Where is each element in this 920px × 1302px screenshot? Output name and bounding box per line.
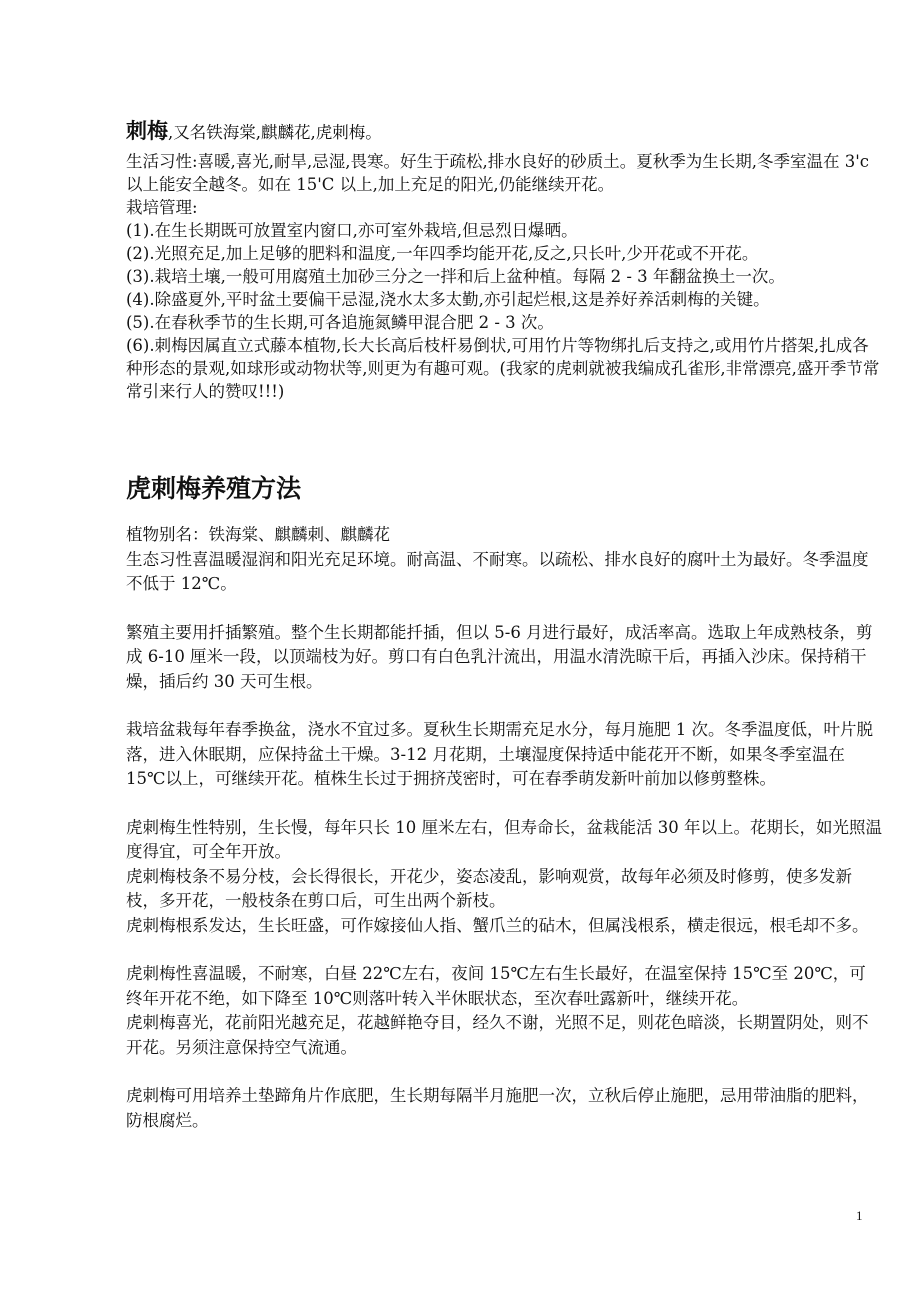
section-cimei-heading (126, 120, 882, 144)
paragraph-item-3: (3).栽培土壤,一般可用腐殖土加砂三分之一拌和后上盆种植。每隔 2 - 3 年翻盆换土一次。 (126, 267, 785, 286)
section2-paragraph: 虎刺梅根系发达，生长旺盛，可作嫁接仙人指、蟹爪兰的砧木，但属浅根系，横走很远，根毛却不多。 (126, 915, 869, 935)
section2-paragraph: 繁殖主要用扦插繁殖。整个生长期都能扦插，但以 5-6 月进行最好，成活率高。选取上年成熟枝条，剪成 6-10 厘米一段，以顶端枝为好。剪口有白色乳汁流出，用温水清洗晾干后，再插入沙床。保持稍干燥，插后约 30 天可生根。 (126, 622, 873, 691)
paragraph-habit: 生活习性:喜暖,喜光,耐旱,忌湿,畏寒。好生于疏松,排水良好的砂质土。夏秋季为生长期,冬季室温在 3'c 以上能安全越冬。如在 15'C 以上,加上充足的阳光,仍能继续开花。 (126, 152, 870, 194)
section2-paragraph: 植物别名：铁海棠、麒麟刺、麒麟花 (126, 525, 390, 544)
section2-paragraph: 虎刺梅可用培养土垫蹄角片作底肥，生长期每隔半月施肥一次，立秋后停止施肥，忌用带油脂的肥料，防根腐烂。 (126, 1086, 869, 1130)
paragraph-item-1: (1).在生长期既可放置室内窗口,亦可室外栽培,但忌烈日爆晒。 (126, 221, 578, 240)
document-content (126, 119, 882, 1130)
section2-paragraph: 生态习性喜温暖湿润和阳光充足环境。耐高温、不耐寒。以疏松、排水良好的腐叶土为最好。冬季温度不低于 12℃。 (126, 549, 869, 593)
section2-paragraph: 虎刺梅生性特别，生长慢，每年只长 10 厘米左右，但寿命长，盆栽能活 30 年以上。花期长，如光照温度得宜，可全年开放。 (126, 817, 882, 861)
paragraph-item-5: (5).在春秋季节的生长期,可各追施氮鳞甲混合肥 2 - 3 次。 (126, 313, 554, 332)
paragraph-cultivation-label: 栽培管理: (126, 198, 198, 217)
section2-paragraph: 栽培盆栽每年春季换盆，浇水不宜过多。夏秋生长期需充足水分，每月施肥 1 次。冬季温度低，叶片脱落，进入休眠期，应保持盆土干燥。3-12 月花期，土壤湿度保持适中能花开不断，如果冬季室温在 15℃以上，可继续开花。植株生长过于拥挤茂密时，可在春季萌发新叶前加以修剪整株。 (126, 720, 873, 788)
section-cimei-title: 刺梅 (126, 119, 168, 143)
section-hucimei-body (126, 523, 882, 1133)
section-hucimei-title: 虎刺梅养殖方法 (126, 474, 302, 503)
section-cimei-alias: ,又名铁海棠,麒麟花,虎刺梅。 (168, 123, 382, 142)
paragraph-item-6: (6).刺梅因属直立式藤本植物,长大长高后枝杆易倒状,可用竹片等物绑扎后支持之,或用竹片搭架,扎成各种形态的景观,如球形或动物状等,则更为有趣可观。(我家的虎刺就被我编成孔雀形,非常漂亮,盛开季节常常引来行人的赞叹!!!) (126, 336, 880, 401)
section2-paragraph: 虎刺梅喜光，花前阳光越充足，花越鲜艳夺目，经久不谢，光照不足，则花色暗淡，长期置阴处，则不开花。另须注意保持空气流通。 (126, 1013, 869, 1057)
section2-paragraph: 虎刺梅枝条不易分枝，会长得很长，开花少，姿态凌乱，影响观赏，故每年必须及时修剪，使多发新枝，多开花，一般枝条在剪口后，可生出两个新枝。 (126, 866, 852, 910)
page-number: 1 (856, 1208, 863, 1223)
section2-paragraph: 虎刺梅性喜温暖，不耐寒，白昼 22℃左右，夜间 15℃左右生长最好，在温室保持 15℃至 20℃，可终年开花不绝，如下降至 10℃则落叶转入半休眠状态，至次春吐露新叶，继续开花。 (126, 964, 866, 1008)
section-cimei (126, 120, 882, 403)
paragraph-item-2: (2).光照充足,加上足够的肥料和温度,一年四季均能开花,反之,只长叶,少开花或不开花。 (126, 244, 759, 263)
paragraph-item-4: (4).除盛夏外,平时盆土要偏干忌湿,浇水太多太勤,亦引起烂根,这是养好养活刺梅的关键。 (126, 290, 770, 309)
